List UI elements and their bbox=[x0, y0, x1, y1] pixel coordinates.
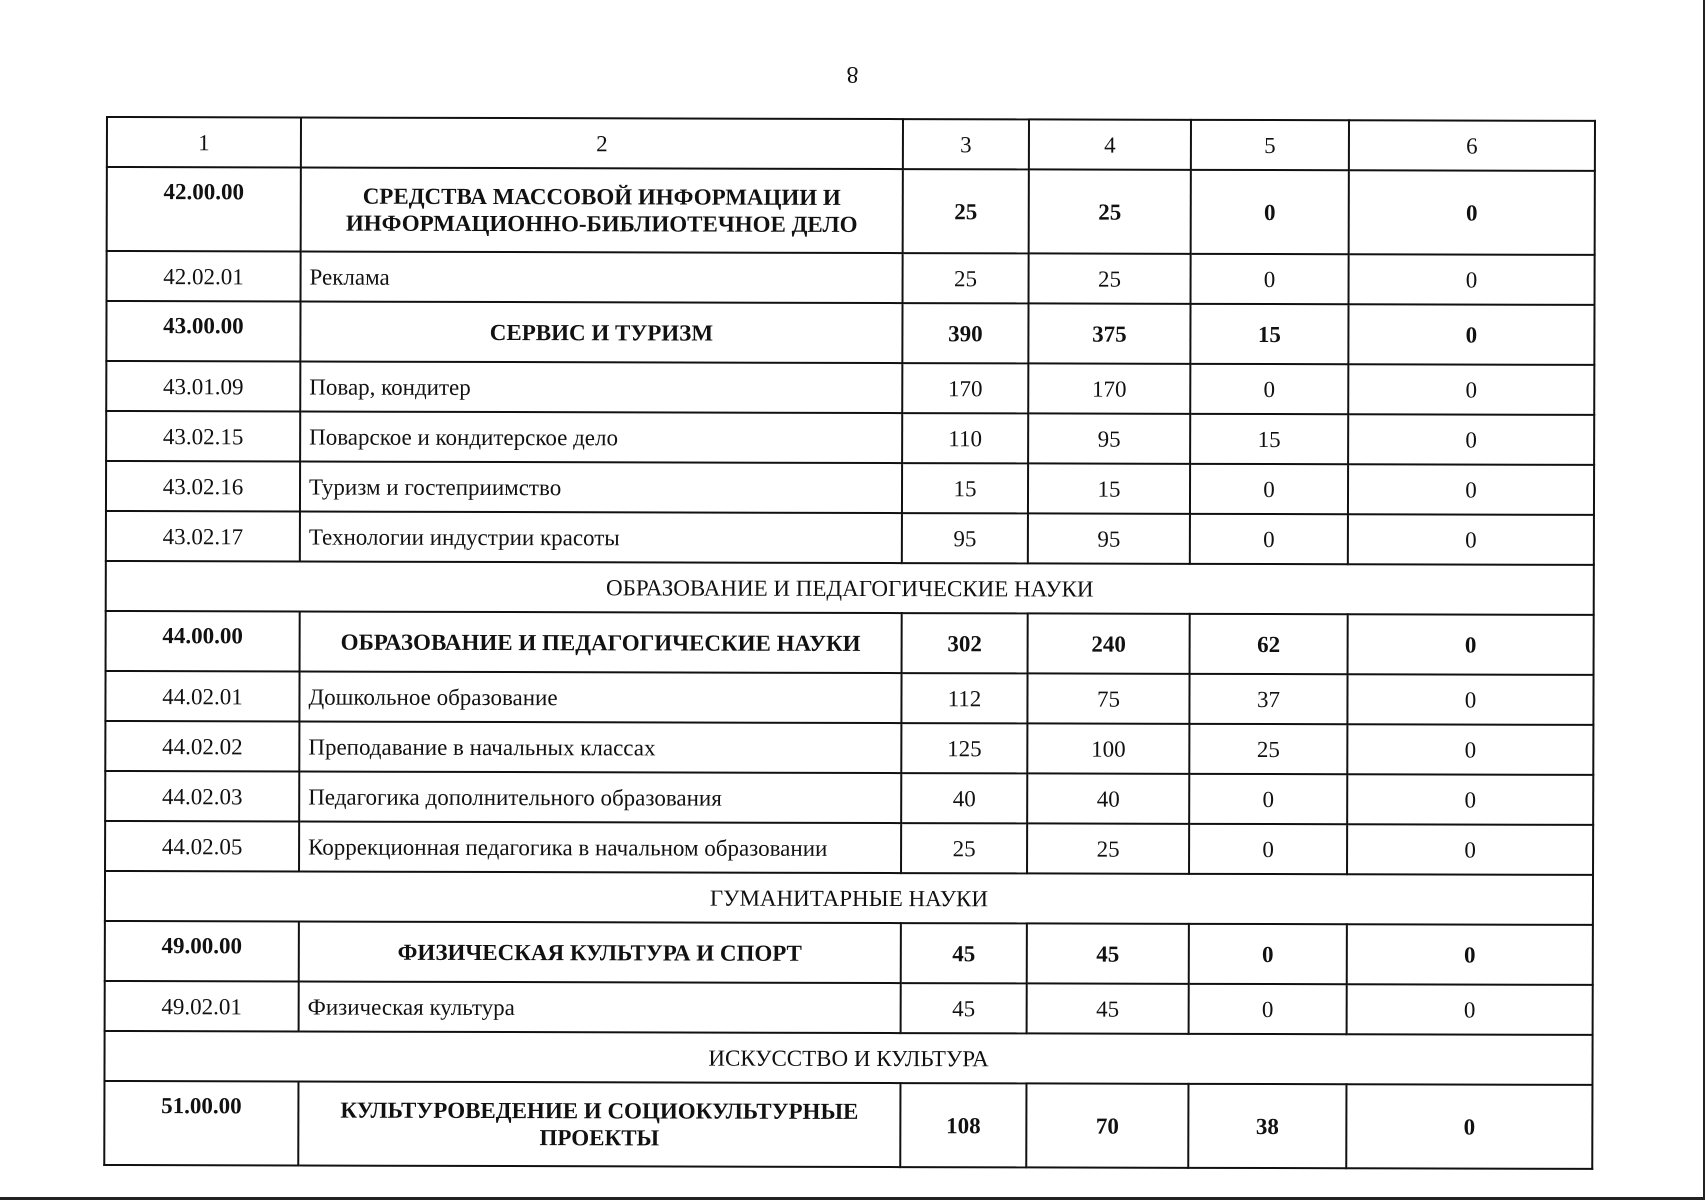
value-cell-col6: 0 bbox=[1349, 170, 1595, 255]
group-row bbox=[106, 611, 1594, 675]
group-row bbox=[105, 921, 1593, 985]
value-cell-col3: 170 bbox=[902, 363, 1028, 413]
value-cell-col4: 25 bbox=[1029, 169, 1191, 253]
group-name-cell: КУЛЬТУРОВЕДЕНИЕ И СОЦИОКУЛЬТУРНЫЕ ПРОЕКТЫ bbox=[298, 1082, 900, 1168]
specialty-name-cell: Коррекционная педагогика в начальном образовании bbox=[299, 822, 901, 874]
value-cell-col3: 110 bbox=[902, 413, 1028, 463]
specialty-code-cell: 44.02.05 bbox=[105, 821, 299, 872]
specialty-code-cell: 44.02.01 bbox=[105, 671, 299, 722]
value-cell-col3: 45 bbox=[901, 923, 1027, 983]
value-cell-col5: 62 bbox=[1190, 614, 1348, 674]
table-row bbox=[107, 251, 1595, 305]
group-row bbox=[104, 1081, 1592, 1169]
value-cell-col3: 40 bbox=[901, 773, 1027, 823]
value-cell-col5: 0 bbox=[1190, 514, 1348, 564]
value-cell-col5: 0 bbox=[1189, 984, 1347, 1034]
value-cell-col5: 15 bbox=[1190, 304, 1348, 364]
value-cell-col4: 240 bbox=[1028, 613, 1190, 673]
value-cell-col5: 0 bbox=[1189, 824, 1347, 874]
table-row bbox=[105, 821, 1593, 875]
value-cell-col3: 125 bbox=[901, 723, 1027, 773]
value-cell-col4: 25 bbox=[1029, 253, 1191, 303]
value-cell-col6: 0 bbox=[1348, 364, 1594, 415]
value-cell-col3: 15 bbox=[902, 463, 1028, 513]
group-row bbox=[107, 167, 1595, 255]
value-cell-col4: 15 bbox=[1028, 463, 1190, 513]
value-cell-col4: 40 bbox=[1027, 773, 1189, 823]
value-cell-col6: 0 bbox=[1349, 254, 1595, 305]
specialty-name-cell: Реклама bbox=[301, 252, 903, 304]
specialty-code-cell: 42.00.00 bbox=[107, 167, 301, 252]
table-row bbox=[105, 771, 1593, 825]
table-row bbox=[106, 361, 1594, 415]
value-cell-col5: 25 bbox=[1189, 724, 1347, 774]
column-number-cell: 3 bbox=[903, 119, 1029, 169]
table-body bbox=[104, 117, 1595, 1169]
group-name-cell: ОБРАЗОВАНИЕ И ПЕДАГОГИЧЕСКИЕ НАУКИ bbox=[300, 612, 902, 674]
section-title: ИСКУССТВО И КУЛЬТУРА bbox=[104, 1031, 1592, 1085]
specialty-code-cell: 43.01.09 bbox=[106, 361, 300, 412]
group-name-cell: ФИЗИЧЕСКАЯ КУЛЬТУРА И СПОРТ bbox=[299, 922, 901, 984]
group-name-cell: СРЕДСТВА МАССОВОЙ ИНФОРМАЦИИ И ИНФОРМАЦИОННО-БИБЛИОТЕЧНОЕ ДЕЛО bbox=[301, 168, 903, 254]
value-cell-col4: 100 bbox=[1027, 723, 1189, 773]
value-cell-col5: 0 bbox=[1189, 774, 1347, 824]
table-row bbox=[106, 511, 1594, 565]
value-cell-col5: 15 bbox=[1190, 414, 1348, 464]
table-row bbox=[105, 721, 1593, 775]
table-row bbox=[105, 671, 1593, 725]
value-cell-col6: 0 bbox=[1347, 824, 1593, 875]
column-number-cell: 1 bbox=[107, 117, 301, 168]
specialty-code-cell: 43.02.15 bbox=[106, 411, 300, 462]
table-row bbox=[106, 411, 1594, 465]
specialty-name-cell: Туризм и гостеприимство bbox=[300, 462, 902, 514]
column-number-cell: 4 bbox=[1029, 119, 1191, 169]
value-cell-col4: 95 bbox=[1028, 413, 1190, 463]
specialty-name-cell: Поварское и кондитерское дело bbox=[300, 412, 902, 464]
value-cell-col6: 0 bbox=[1347, 984, 1593, 1035]
value-cell-col6: 0 bbox=[1347, 924, 1593, 985]
value-cell-col6: 0 bbox=[1347, 674, 1593, 725]
column-number-cell: 5 bbox=[1191, 120, 1349, 170]
specialty-code-cell: 44.00.00 bbox=[106, 611, 300, 672]
value-cell-col3: 25 bbox=[901, 823, 1027, 873]
column-number-cell: 2 bbox=[301, 118, 903, 170]
value-cell-col4: 45 bbox=[1027, 923, 1189, 983]
group-name-cell: СЕРВИС И ТУРИЗМ bbox=[300, 302, 902, 364]
column-number-header-row bbox=[107, 117, 1595, 171]
specialty-code-cell: 51.00.00 bbox=[104, 1081, 298, 1166]
value-cell-col6: 0 bbox=[1348, 414, 1594, 465]
specialty-name-cell: Педагогика дополнительного образования bbox=[299, 772, 901, 824]
table-row bbox=[105, 981, 1593, 1035]
value-cell-col4: 70 bbox=[1026, 1083, 1188, 1167]
specialty-code-cell: 44.02.02 bbox=[105, 721, 299, 772]
column-number-cell: 6 bbox=[1349, 120, 1595, 171]
section-header-row bbox=[105, 871, 1593, 925]
specialty-code-cell: 42.02.01 bbox=[107, 251, 301, 302]
value-cell-col6: 0 bbox=[1348, 514, 1594, 565]
value-cell-col5: 0 bbox=[1190, 464, 1348, 514]
specialty-code-cell: 49.00.00 bbox=[105, 921, 299, 982]
value-cell-col6: 0 bbox=[1348, 614, 1594, 675]
value-cell-col3: 302 bbox=[902, 613, 1028, 673]
group-row bbox=[106, 301, 1594, 365]
specialty-name-cell: Преподавание в начальных классах bbox=[299, 722, 901, 774]
value-cell-col5: 38 bbox=[1188, 1084, 1346, 1168]
section-header-row bbox=[104, 1031, 1592, 1085]
enrollment-table bbox=[103, 116, 1596, 1170]
value-cell-col4: 45 bbox=[1027, 983, 1189, 1033]
value-cell-col4: 170 bbox=[1028, 363, 1190, 413]
section-header-row bbox=[106, 561, 1594, 615]
specialty-name-cell: Повар, кондитер bbox=[300, 362, 902, 414]
value-cell-col5: 0 bbox=[1190, 364, 1348, 414]
value-cell-col5: 37 bbox=[1189, 674, 1347, 724]
value-cell-col5: 0 bbox=[1191, 254, 1349, 304]
specialty-name-cell: Дошкольное образование bbox=[299, 672, 901, 724]
specialty-code-cell: 49.02.01 bbox=[105, 981, 299, 1032]
value-cell-col5: 0 bbox=[1189, 924, 1347, 984]
value-cell-col6: 0 bbox=[1348, 304, 1594, 365]
specialty-code-cell: 43.00.00 bbox=[106, 301, 300, 362]
value-cell-col4: 95 bbox=[1028, 513, 1190, 563]
value-cell-col4: 375 bbox=[1028, 303, 1190, 363]
specialty-code-cell: 43.02.17 bbox=[106, 511, 300, 562]
specialty-code-cell: 44.02.03 bbox=[105, 771, 299, 822]
value-cell-col6: 0 bbox=[1348, 464, 1594, 515]
specialty-code-cell: 43.02.16 bbox=[106, 461, 300, 512]
specialty-name-cell: Технологии индустрии красоты bbox=[300, 512, 902, 564]
value-cell-col6: 0 bbox=[1347, 724, 1593, 775]
value-cell-col4: 75 bbox=[1027, 673, 1189, 723]
section-title: ГУМАНИТАРНЫЕ НАУКИ bbox=[105, 871, 1593, 925]
value-cell-col4: 25 bbox=[1027, 823, 1189, 873]
value-cell-col5: 0 bbox=[1191, 170, 1349, 254]
value-cell-col3: 390 bbox=[902, 303, 1028, 363]
value-cell-col3: 25 bbox=[903, 169, 1029, 253]
section-title: ОБРАЗОВАНИЕ И ПЕДАГОГИЧЕСКИЕ НАУКИ bbox=[106, 561, 1594, 615]
value-cell-col3: 45 bbox=[901, 983, 1027, 1033]
value-cell-col6: 0 bbox=[1346, 1084, 1592, 1169]
value-cell-col3: 112 bbox=[901, 673, 1027, 723]
value-cell-col3: 25 bbox=[903, 253, 1029, 303]
value-cell-col3: 108 bbox=[900, 1083, 1026, 1167]
value-cell-col6: 0 bbox=[1347, 774, 1593, 825]
page-number: 8 bbox=[846, 61, 859, 87]
specialty-name-cell: Физическая культура bbox=[299, 982, 901, 1034]
table-row bbox=[106, 461, 1594, 515]
value-cell-col3: 95 bbox=[902, 513, 1028, 563]
